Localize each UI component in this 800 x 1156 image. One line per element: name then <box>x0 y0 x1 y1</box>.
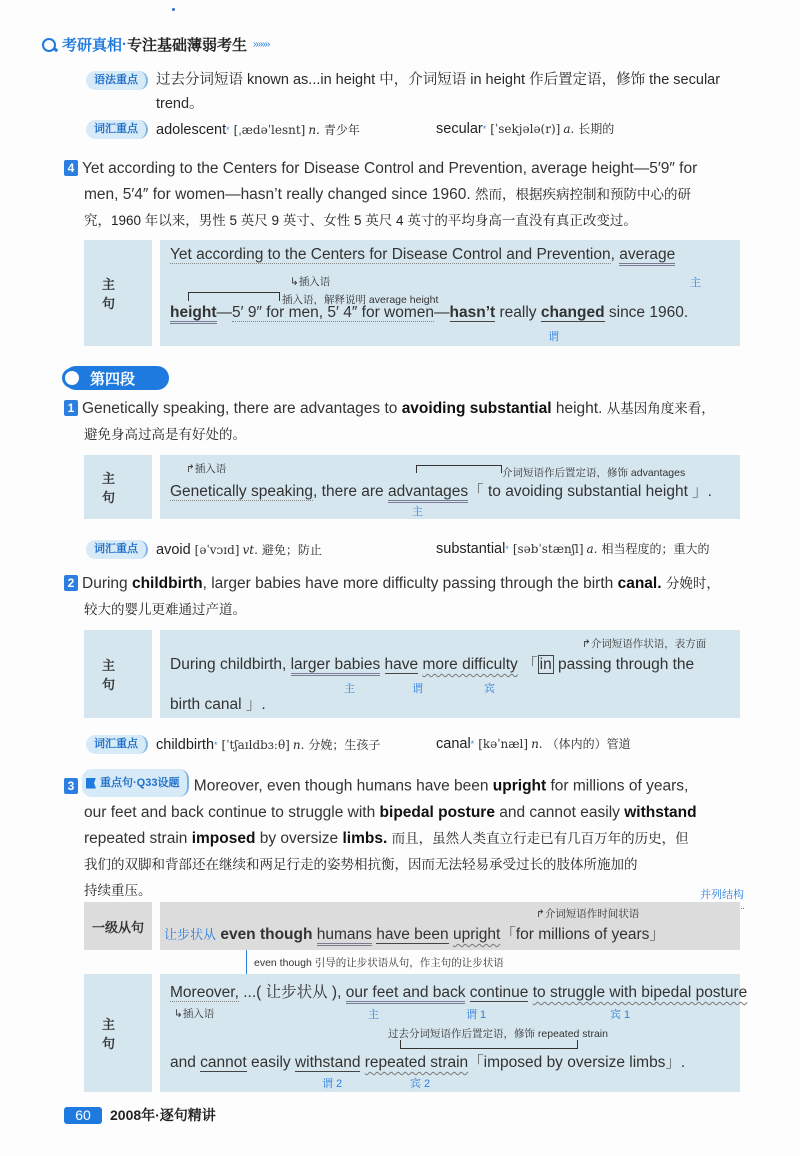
chevrons-icon: ››››››› <box>253 39 270 50</box>
sentence-cn: 我们的双脚和背部还在继续和两足行走的姿势相抗衡，因而无法轻易承受过长的肢体所施加的 <box>84 856 638 872</box>
grammar-note <box>86 68 776 116</box>
analysis-line2: birth canal 」. <box>170 696 266 713</box>
sentence-en: men, 5′4″ for women—hasn’t really changed since 1960. <box>84 186 471 203</box>
star-icon: * <box>482 123 487 134</box>
vocab-meaning: 分娩；生孩子 <box>308 738 381 752</box>
grammar-note-line2: trend。 <box>156 96 204 112</box>
insertion-phrase: Genetically speaking <box>170 483 314 500</box>
role-subject: 主 <box>690 277 701 289</box>
vocab-ipa: [ˈsekjələ(r)] <box>490 121 561 136</box>
vocab-pos: a. <box>586 541 598 556</box>
punct: — <box>434 304 450 321</box>
role-object: 宾 2 <box>410 1078 431 1090</box>
text: , there are <box>313 483 388 500</box>
decorative-dot <box>172 8 175 11</box>
vocab-meaning: （体内的）管道 <box>546 737 631 751</box>
keyword: avoiding substantial <box>401 400 552 417</box>
annotation-insertion: ↳插入语 <box>290 276 331 288</box>
text: passing through the <box>553 656 695 673</box>
vocab-word: adolescent <box>156 121 227 138</box>
vocab-tag: 词汇重点 <box>86 735 148 754</box>
sentence-number: 4 <box>64 160 78 176</box>
vocab-tag: 词汇重点 <box>86 120 148 139</box>
punct: — <box>216 304 232 321</box>
annotation-text: 介词短语作时间状语 <box>544 908 640 920</box>
role-predicate: 谓 1 <box>466 1009 487 1021</box>
keyword: upright <box>492 777 547 795</box>
text: easily <box>246 1054 295 1071</box>
annotation-text: 插入语 <box>194 463 227 475</box>
vocab-word: avoid <box>156 541 191 558</box>
sentence-en: During <box>82 575 132 592</box>
punct: 「 <box>517 656 538 673</box>
annotation-attributive: 过去分词短语作后置定语，修饰 repeated strain <box>388 1028 608 1040</box>
header-separator: · <box>122 36 128 53</box>
annotation-text: 插入语 <box>182 1008 215 1020</box>
predicate-verb: have been <box>376 926 449 943</box>
insertion-phrase: Yet according to the Centers for Disease Control and Prevention <box>170 246 611 263</box>
vocab-ipa: [səbˈstænʃl] <box>512 541 584 556</box>
sentence-en: repeated strain <box>84 829 192 847</box>
sentence-en: our feet and back continue to struggle with <box>84 803 380 821</box>
object-phrase: more difficulty <box>422 656 518 673</box>
key-sentence-tag <box>82 769 189 797</box>
role-subject: 主 <box>344 683 355 695</box>
annotation-insertion: ↳插入语 <box>174 1008 215 1020</box>
vocab-row <box>436 735 631 752</box>
subject-phrase: our feet and back <box>346 984 466 1004</box>
keyword: bipedal posture <box>379 803 495 821</box>
sentence-block <box>64 571 784 623</box>
predicate-verb: withstand <box>294 1054 361 1071</box>
keyword: limbs. <box>342 829 388 847</box>
star-icon: * <box>470 738 475 749</box>
analysis-label: 主 句 <box>84 974 152 1092</box>
sentence-en: Yet according to the Centers for Disease Control and Prevention, average height—5′9″ for <box>82 160 698 177</box>
object-phrase: repeated strain <box>364 1054 469 1071</box>
text: ...( 让步状从 ), <box>238 984 346 1001</box>
punct: , <box>610 246 620 263</box>
text: and <box>170 1054 201 1071</box>
magnifier-q-icon <box>42 38 56 52</box>
attributive-phrase: 「 to avoiding substantial height 」. <box>468 483 712 500</box>
analysis-label: 主 句 <box>84 630 152 718</box>
structure-note: 并列结构 <box>700 882 744 909</box>
sentence-cn: 避免身高过高是有好处的。 <box>84 427 246 442</box>
sentence-en: height. <box>551 400 603 417</box>
subject-phrase: larger babies <box>291 656 381 676</box>
sentence-cn: 较大的婴儿更难通过产道。 <box>84 602 246 617</box>
bracket-arrow <box>400 1040 578 1049</box>
sentence-block <box>64 156 774 234</box>
sentence-en: Moreover, even though humans have been <box>193 777 493 795</box>
star-icon: * <box>226 124 230 135</box>
star-icon: * <box>505 543 509 554</box>
vocab-word: substantial <box>436 540 506 557</box>
clause-type-label: 让步状从 <box>164 927 217 942</box>
vocab-meaning: 青少年 <box>323 123 360 137</box>
magnifier-q-icon <box>62 368 82 388</box>
vocab-pos: vt. <box>242 542 258 557</box>
keyword: childbirth <box>131 575 203 592</box>
vocab-pos: n. <box>308 122 320 137</box>
vocab-ipa: [əˈvɔɪd] <box>194 542 240 557</box>
role-predicate: 谓 <box>548 331 559 343</box>
sentence-cn: 分娩时， <box>665 576 720 591</box>
insertion-word: Moreover, <box>170 984 239 1001</box>
page-number: 60 <box>64 1107 102 1124</box>
bracket-arrow <box>188 292 280 301</box>
analysis-label: 一级从句 <box>84 902 152 950</box>
analysis-box <box>160 974 748 1092</box>
annotation-clause-explain: even though 引导的让步状语从句，作主句的让步状语 <box>254 957 504 969</box>
sentence-cn: 然而，根据疾病控制和预防中心的研 <box>474 187 691 202</box>
page-footer <box>64 1105 216 1125</box>
sentence-block <box>64 769 784 904</box>
vocab-pos: n. <box>531 736 543 751</box>
modal-verb: cannot <box>200 1054 247 1071</box>
section-title: 第四段 <box>90 370 136 388</box>
role-subject: 主 <box>412 506 423 518</box>
grammar-note-line1: 过去分词短语 known as...in height 中，介词短语 in height 作后置定语，修饰 the secular <box>156 72 721 88</box>
annotation-text: 插入语 <box>298 276 331 288</box>
analysis-label: 主 句 <box>84 240 152 346</box>
vocab-row <box>86 120 360 139</box>
conjunction: even though <box>216 926 317 943</box>
vocab-word: secular <box>436 120 483 137</box>
annotation-insertion: ↱插入语 <box>186 463 227 475</box>
vocab-ipa: [kəˈnæl] <box>478 736 529 751</box>
subject-word: average <box>619 246 675 266</box>
sentence-cn: 从基因角度来看， <box>606 401 715 416</box>
auxiliary-verb: hasn’t <box>449 304 496 321</box>
text: since 1960. <box>604 304 689 321</box>
sentence-block <box>64 396 774 448</box>
keyword: canal. <box>617 575 662 592</box>
predicate-verb: continue <box>469 984 529 1001</box>
vocab-meaning: 长期的 <box>578 122 615 136</box>
analysis-box <box>160 455 740 519</box>
vocab-meaning: 相当程度的；重大的 <box>601 542 710 556</box>
sentence-cn: 持续重压。 <box>84 882 152 898</box>
complement-word: upright <box>452 926 501 943</box>
grammar-tag: 语法重点 <box>86 71 148 90</box>
annotation-adverbial: ↱介词短语作状语，表方面 <box>582 638 707 650</box>
flag-icon <box>86 778 96 789</box>
annotation-time-adverbial: ↱介词短语作时间状语 <box>536 908 640 920</box>
vocab-meaning: 避免；防止 <box>261 543 322 557</box>
sentence-cn: 究，1960 年以来，男性 5 英尺 9 英寸、女性 5 英尺 4 英寸的平均身高一直没有真正改变过。 <box>84 213 637 228</box>
text: really <box>495 304 541 321</box>
annotation-explain: 插入语，解释说明 average height <box>282 294 439 306</box>
section-header <box>64 366 169 390</box>
role-predicate: 谓 2 <box>322 1078 343 1090</box>
role-subject: 主 <box>368 1009 379 1021</box>
header-subtitle: 专注基础薄弱考生 <box>127 37 248 54</box>
predicate-verb: have <box>384 656 419 673</box>
preposition-boxed: in <box>539 656 552 673</box>
annotation-attributive: 介词短语作后置定语，修饰 advantages <box>502 467 686 479</box>
adverbial-phrase: 「for millions of years」 <box>500 926 665 943</box>
predicate-verb: changed <box>540 304 605 321</box>
vocab-row <box>436 540 710 557</box>
vocab-tag: 词汇重点 <box>86 540 148 559</box>
vocab-pos: a. <box>563 121 575 136</box>
keyword: withstand <box>624 803 697 821</box>
insertion-phrase: 5′ 9″ for men, 5′ 4″ for women <box>232 304 435 321</box>
vocab-row <box>86 540 322 559</box>
keyword: imposed <box>191 829 256 847</box>
sentence-number: 3 <box>64 778 78 794</box>
subject-word: height <box>170 304 217 324</box>
sentence-en: for millions of years, <box>546 777 689 795</box>
header-brand: 考研真相 <box>62 37 123 54</box>
vocab-ipa: [ˈtʃaɪldbɜːθ] <box>221 737 290 752</box>
bracket-arrow <box>416 465 502 473</box>
text: During childbirth, <box>170 656 291 673</box>
attributive-phrase: 「imposed by oversize limbs」. <box>468 1054 686 1071</box>
vocab-word: childbirth <box>156 736 215 753</box>
analysis-box <box>160 902 740 950</box>
analysis-box <box>160 240 740 346</box>
role-object: 宾 1 <box>610 1009 631 1021</box>
subject-word: humans <box>317 926 372 946</box>
annotation-text: 介词短语作状语，表方面 <box>590 638 707 650</box>
vocab-word: canal <box>436 735 471 752</box>
analysis-label: 主 句 <box>84 455 152 519</box>
role-predicate: 谓 <box>412 683 423 695</box>
sentence-en: , larger babies have more difficulty passing through the birth <box>202 575 618 592</box>
subject-word: advantages <box>388 483 468 503</box>
page-header <box>42 34 269 55</box>
sentence-en: and cannot easily <box>494 803 625 821</box>
vocab-row <box>436 120 614 137</box>
vocab-row <box>86 735 380 754</box>
star-icon: * <box>214 739 218 750</box>
analysis-box <box>160 630 740 718</box>
sentence-en: by oversize <box>255 829 343 847</box>
vocab-pos: n. <box>292 737 305 752</box>
vocab-ipa: [ˌædəˈlesnt] <box>233 122 306 137</box>
role-object: 宾 <box>484 683 495 695</box>
sentence-en: Genetically speaking, there are advantages to <box>82 400 402 417</box>
key-sentence-label: 重点句·Q33设题 <box>100 777 180 789</box>
object-phrase: to struggle with bipedal posture <box>532 984 748 1001</box>
sentence-number: 1 <box>64 400 78 416</box>
sentence-cn: 而且，虽然人类直立行走已有几百万年的历史，但 <box>391 830 689 846</box>
footer-title: 2008年·逐句精讲 <box>110 1107 216 1123</box>
sentence-number: 2 <box>64 575 78 591</box>
